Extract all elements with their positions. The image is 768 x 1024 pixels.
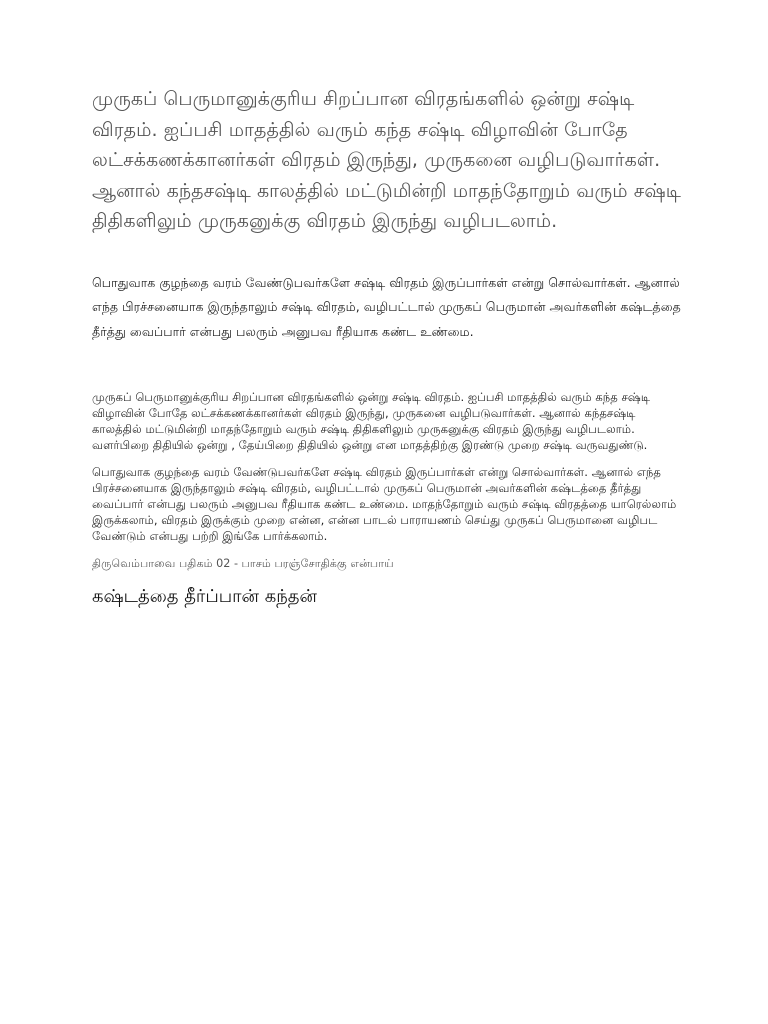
third-paragraph: முருகப் பெருமானுக்குரிய சிறப்பான விரதங்களில் ஒன்று சஷ்டி விரதம். ஐப்பசி மாதத்தில் வரும் கந்த சஷ்டி விழாவின் போதே லட்சக்கணக்கானர்கள் விரதம் இருந்து, முருகனை வழிபடுவார்கள். ஆனால் கந்தசஷ்டி காலத்தில் மட்டுமின்றி மாதந்தோறும் வரும் சஷ்டி திதிகளிலும் முருகனுக்கு விரதம் இருந்து வழிபடலாம். வளர்பிறை திதியில் ஒன்று , தேய்பிறை திதியில் ஒன்று என மாதத்திற்கு இரண்டு முறை சஷ்டி வருவதுண்டு. bbox=[92, 390, 651, 452]
second-paragraph: பொதுவாக குழந்தை வரம் வேண்டுபவர்களே சஷ்டி விரதம் இருப்பார்கள் என்று சொல்வார்கள். ஆனால் எந்த பிரச்சனையாக இருந்தாலும் சஷ்டி விரதம், வழிபட்டால் முருகப் பெருமான் அவர்களின் கஷ்டத்தை தீர்த்து வைப்பார் என்பது பலரும் அனுபவ ரீதியாக கண்ட உண்மை. bbox=[92, 274, 681, 339]
lead-paragraph: முருகப் பெருமானுக்குரிய சிறப்பான விரதங்களில் ஒன்று சஷ்டி விரதம். ஐப்பசி மாதத்தில் வரும் கந்த சஷ்டி விழாவின் போதே லட்சக்கணக்கானர்கள் விரதம் இருந்து, முருகனை வழிபடுவார்கள். ஆனால் கந்தசஷ்டி காலத்தில் மட்டுமின்றி மாதந்தோறும் வரும் சஷ்டி திதிகளிலும் முருகனுக்கு விரதம் இருந்து வழிபடலாம். bbox=[92, 88, 681, 232]
caption-line: திருவெம்பாவை பதிகம் 02 - பாசம் பரஞ்சோதிக்கு என்பாய் bbox=[92, 557, 394, 571]
document-page bbox=[92, 84, 682, 610]
fourth-paragraph: பொதுவாக குழந்தை வரம் வேண்டுபவர்களே சஷ்டி விரதம் இருப்பார்கள் என்று சொல்வார்கள். ஆனால் எந்த பிரச்சனையாக இருந்தாலும் சஷ்டி விரதம், வழிபட்டால் முருகப் பெருமான் அவர்களின் கஷ்டத்தை தீர்த்து வைப்பார் என்பது பலரும் அனுபவ ரீதியாக கண்ட உண்மை. மாதந்தோறும் வரும் சஷ்டி விரதத்தை யாரெல்லாம் இருக்கலாம், விரதம் இருக்கும் முறை என்ன, என்ன பாடல் பாராயணம் செய்து முருகப் பெருமானை வழிபட வேண்டும் என்பது பற்றி இங்கே பார்க்கலாம். bbox=[92, 465, 677, 543]
section-heading: கஷ்டத்தை தீர்ப்பான் கந்தன் bbox=[92, 586, 317, 608]
